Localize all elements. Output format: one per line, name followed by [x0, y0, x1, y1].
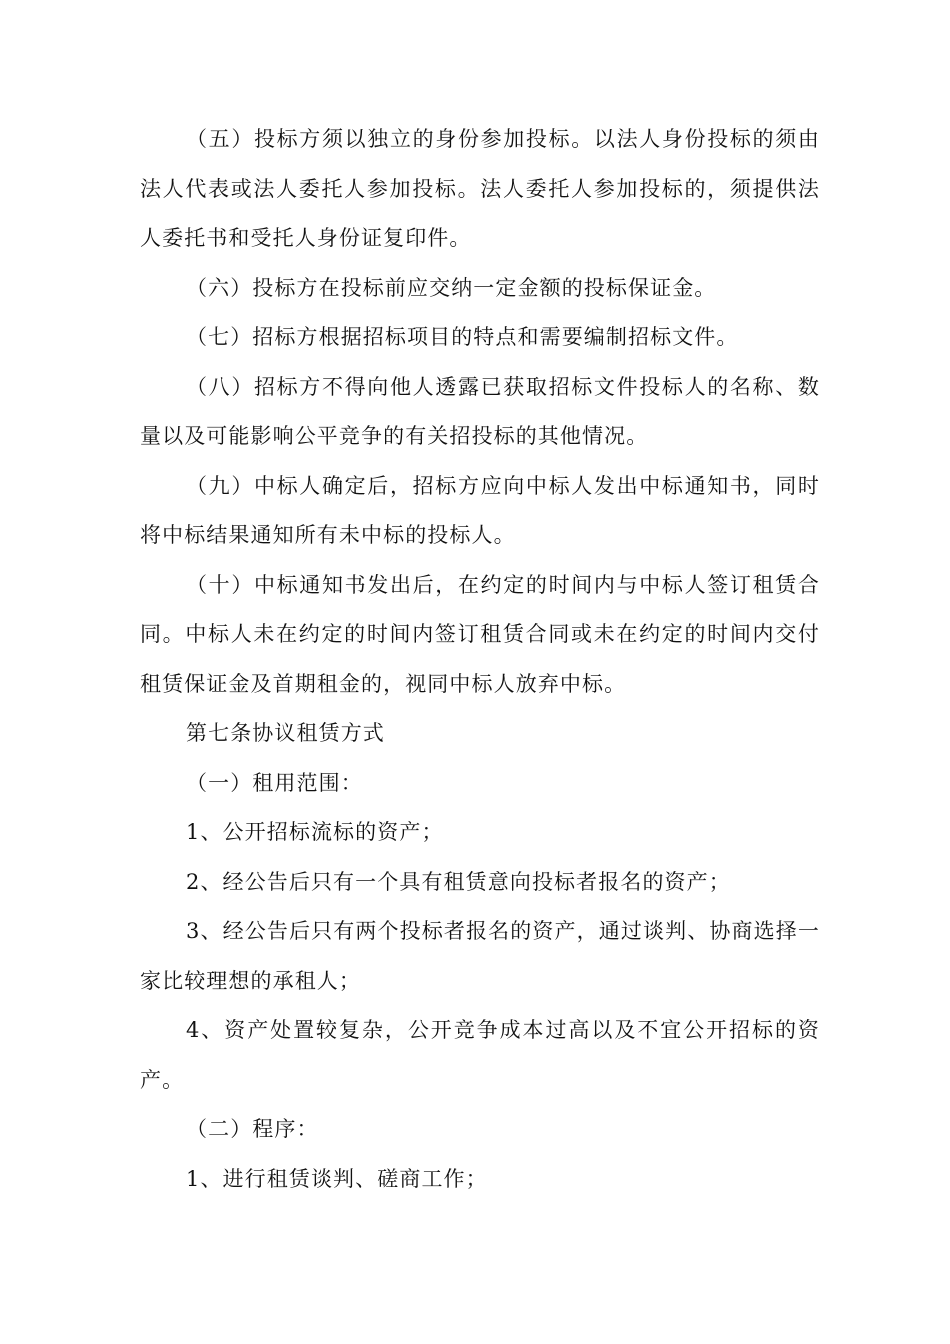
list-item-scope-4: 4、资产处置较复杂，公开竞争成本过高以及不宜公开招标的资产。	[140, 1018, 820, 1092]
list-item-procedure-1: 1、进行租赁谈判、磋商工作；	[186, 1166, 488, 1191]
paragraph-item-7-tender-documents: （七）招标方根据招标项目的特点和需要编制招标文件。	[186, 325, 739, 349]
list-item-scope-2: 2、经公告后只有一个具有租赁意向投标者报名的资产；	[186, 869, 731, 894]
section-heading-article-7: 第七条协议租赁方式	[186, 721, 385, 745]
paragraph-item-9-award-notice: （九）中标人确定后，招标方应向中标人发出中标通知书，同时将中标结果通知所有未中标的投标人。	[140, 473, 820, 547]
subsection-heading-scope: （一）租用范围：	[186, 770, 363, 795]
list-item-scope-1: 1、公开招标流标的资产；	[186, 820, 444, 844]
paragraph-item-6-deposit: （六）投标方在投标前应交纳一定金额的投标保证金。	[186, 275, 717, 300]
paragraph-item-5-eligibility: （五）投标方须以独立的身份参加投标。以法人身份投标的须由法人代表或法人委托人参加投标。法人委托人参加投标的，须提供法人委托书和受托人身份证复印件。	[140, 127, 820, 250]
list-item-scope-3: 3、经公告后只有两个投标者报名的资产，通过谈判、协商选择一家比较理想的承租人；	[140, 919, 820, 993]
document-body	[140, 115, 820, 1204]
paragraph-item-8-confidentiality: （八）招标方不得向他人透露已获取招标文件投标人的名称、数量以及可能影响公平竞争的有关招投标的其他情况。	[140, 374, 820, 448]
subsection-heading-procedure: （二）程序：	[186, 1117, 319, 1141]
paragraph-item-10-contract-signing: （十）中标通知书发出后，在约定的时间内与中标人签订租赁合同。中标人未在约定的时间内签订租赁合同或未在约定的时间内交付租赁保证金及首期租金的，视同中标人放弃中标。	[140, 572, 820, 696]
